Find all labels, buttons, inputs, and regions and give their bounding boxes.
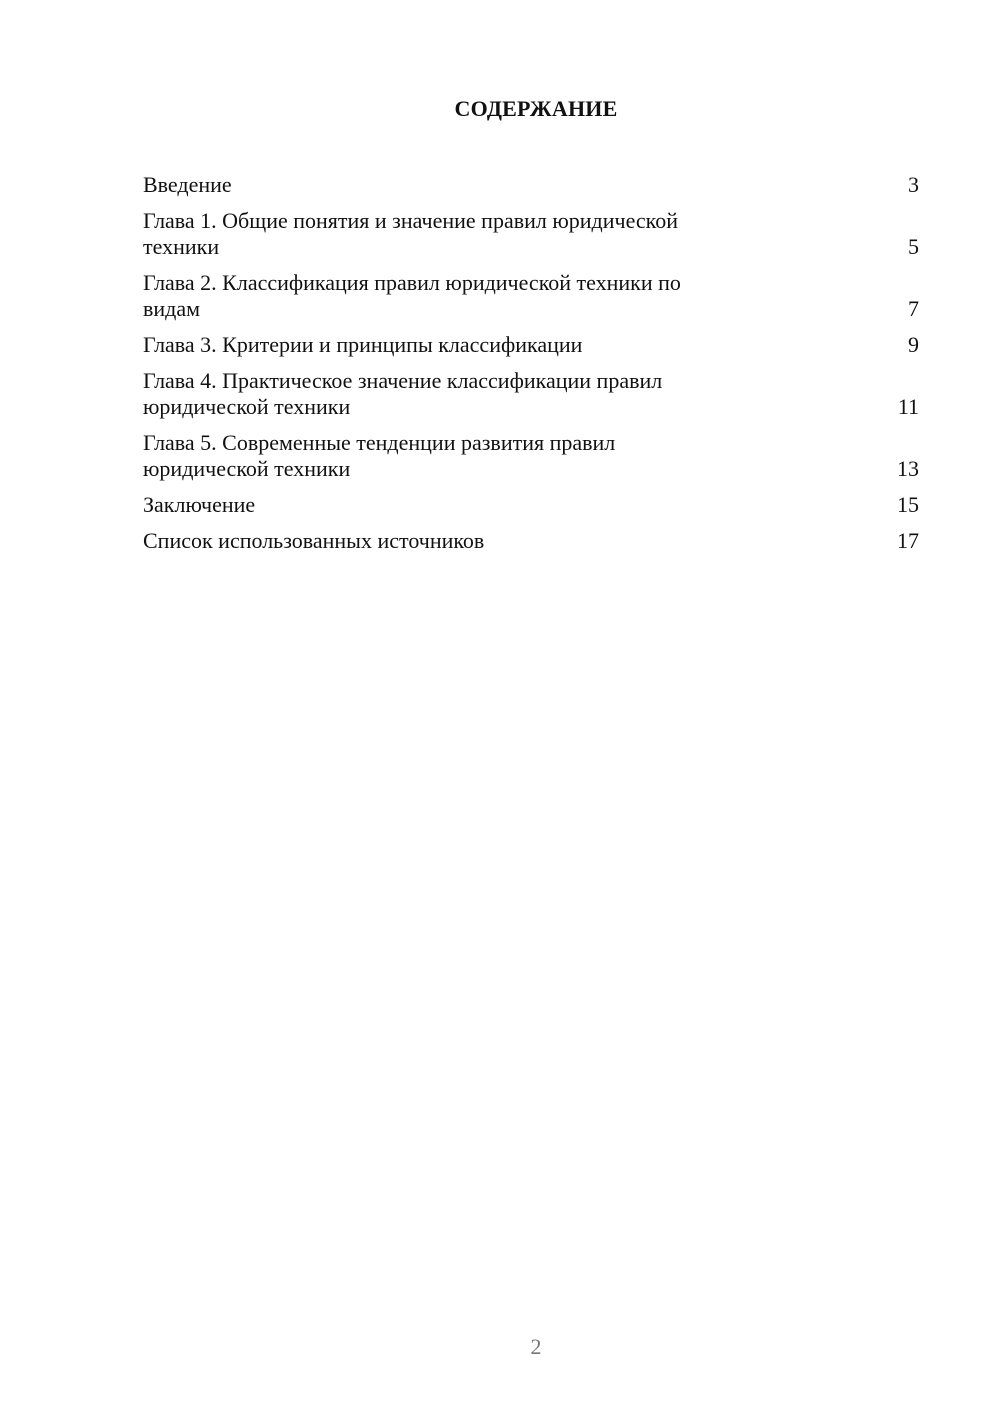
toc-entry-label bbox=[143, 492, 793, 518]
toc-entry-label-line: Заключение bbox=[143, 492, 256, 517]
toc-entry-label-line: Глава 4. Практическое значение классификации правил bbox=[143, 368, 663, 393]
table-of-contents bbox=[143, 172, 919, 564]
toc-entry-conclusion bbox=[143, 492, 919, 518]
toc-entry-label-line: Введение bbox=[143, 172, 232, 197]
toc-entry-label-line: Глава 5. Современные тенденции развития правил bbox=[143, 430, 616, 455]
toc-entry-label-line: Глава 1. Общие понятия и значение правил юридической bbox=[143, 208, 679, 233]
toc-entry-page: 17 bbox=[897, 528, 919, 553]
toc-entry-chapter-1 bbox=[143, 208, 919, 260]
toc-entry-label-line: Глава 3. Критерии и принципы классификации bbox=[143, 332, 583, 357]
toc-entry-page: 15 bbox=[897, 492, 919, 517]
page-number: 2 bbox=[530, 1334, 542, 1359]
toc-entry-page: 3 bbox=[908, 172, 919, 197]
toc-entry-page: 11 bbox=[897, 394, 919, 419]
toc-entry-page: 5 bbox=[908, 234, 919, 259]
toc-entry-label-line: Список использованных источников bbox=[143, 528, 485, 553]
toc-entry-label-line: Глава 2. Классификация правил юридической техники по bbox=[143, 270, 681, 295]
toc-entry-label-line: видам bbox=[143, 296, 201, 321]
toc-entry-chapter-2 bbox=[143, 270, 919, 322]
toc-entry-label bbox=[143, 528, 793, 554]
toc-entry-label bbox=[143, 368, 793, 420]
toc-entry-chapter-5 bbox=[143, 430, 919, 482]
toc-entry-references bbox=[143, 528, 919, 554]
toc-entry-page: 7 bbox=[908, 296, 919, 321]
toc-entry-label bbox=[143, 430, 793, 482]
toc-entry-label-line: юридической техники bbox=[143, 456, 351, 481]
toc-entry-page: 9 bbox=[908, 332, 919, 357]
toc-entry-chapter-3 bbox=[143, 332, 919, 358]
toc-entry-chapter-4 bbox=[143, 368, 919, 420]
toc-entry-label bbox=[143, 270, 793, 322]
toc-entry-label-line: юридической техники bbox=[143, 394, 351, 419]
toc-entry-introduction bbox=[143, 172, 919, 198]
page-title: СОДЕРЖАНИЕ bbox=[454, 96, 618, 121]
toc-entry-label bbox=[143, 332, 793, 358]
toc-entry-label-line: техники bbox=[143, 234, 220, 259]
toc-entry-label bbox=[143, 208, 793, 260]
toc-entry-page: 13 bbox=[897, 456, 919, 481]
toc-entry-label bbox=[143, 172, 793, 198]
